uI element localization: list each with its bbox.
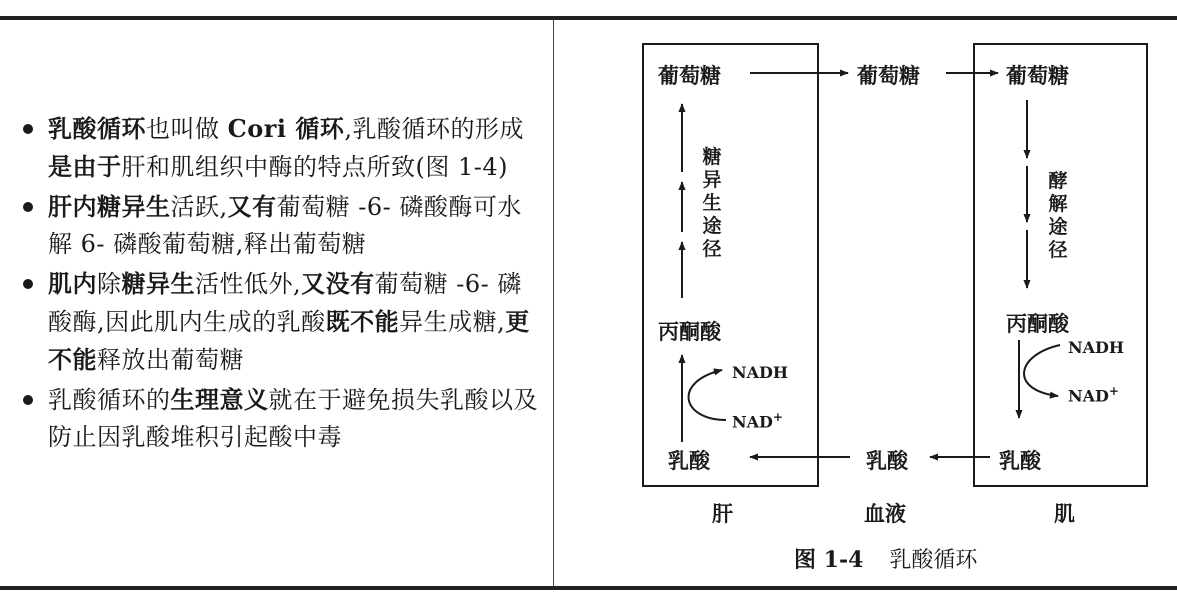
figure-number: 图 1-4 [794,547,864,573]
bullet-text-segment: 葡萄糖 -6- 磷酸酶可水解 6- 磷酸葡萄糖,释出葡萄糖 [48,193,522,258]
bullet-text-segment: 生理意义 [170,385,269,414]
bullet-item [18,265,538,379]
muscle-nad-text: NAD [1068,386,1109,406]
gluconeogenesis-label: 糖异生途径 [702,146,722,260]
bullet-text-segment: 就在于避免损失乳酸以及防止因乳酸堆积引起酸中毒 [48,386,538,451]
muscle-nadh-label: NADH [1068,338,1125,357]
blood-region-label: 血液 [864,502,906,526]
bullet-text-segment: 葡萄糖 -6- 磷酸酶,因此肌内生成的乳酸 [48,270,522,336]
bottom-rule [0,586,1177,590]
glycolysis-label: 酵解途径 [1048,170,1068,261]
bullet-text-segment: ,乳酸循环的形成 [344,115,525,143]
bullet-dot-icon [23,279,33,289]
muscle-glucose-label: 葡萄糖 [1006,64,1069,88]
bullet-text-segment: 是由于 [48,152,122,181]
bullet-text-segment: 糖异生 [121,269,195,298]
blood-glucose-label: 葡萄糖 [857,64,920,88]
liver-nad-text: NAD [732,412,773,432]
liver-pyruvate-label: 丙酮酸 [658,320,721,344]
figure-caption [794,543,977,574]
liver-nad-label [732,410,783,431]
bullet-dot-icon [23,395,33,405]
bullet-text-segment: 既不能 [325,307,400,336]
liver-region-label: 肝 [712,502,733,526]
muscle-box [974,44,1147,486]
bullet-text-segment: Cori 循环 [227,114,345,143]
bullet-text-segment: 活跃, [170,193,228,221]
bullet-dot-icon [23,124,33,134]
bullet-item [18,110,538,186]
liver-nad-superscript: + [772,410,783,424]
figure-title: 乳酸循环 [889,548,978,573]
liver-box [643,44,818,486]
liver-lactate-label: 乳酸 [668,449,710,473]
bullet-text-segment: 乳酸循环 [48,114,146,143]
liver-glucose-label: 葡萄糖 [658,64,721,88]
bullet-list [18,110,538,456]
bullet-item [18,381,538,456]
bullet-text-segment: 又没有 [301,269,375,298]
muscle-region-label: 肌 [1054,502,1075,526]
muscle-nad-curve [1024,345,1060,396]
bullet-text-segment: 又有 [227,192,277,221]
bullet-text-segment: 活性低外, [195,270,302,298]
bullet-item [18,188,538,263]
bullet-text-segment: 除 [97,270,122,298]
bullet-text-segment: 异生成糖, [399,308,506,336]
muscle-lactate-label: 乳酸 [999,449,1041,473]
bullet-text-segment: 更不能 [48,307,530,374]
bullet-text-segment: 乳酸循环的 [48,386,171,414]
blood-lactate-label: 乳酸 [866,449,908,473]
muscle-nad-superscript: + [1108,384,1119,398]
liver-nad-curve [689,370,726,420]
bullet-text-segment: 也叫做 [146,115,228,143]
muscle-nad-label [1068,384,1119,405]
bullet-text-segment: 肝内糖异生 [48,192,171,221]
bullet-text-segment: 肝和肌组织中酶的特点所致(图 1-4) [121,153,509,181]
muscle-pyruvate-label: 丙酮酸 [1006,312,1069,336]
bullet-text-segment: 肌内 [48,269,97,298]
bullet-panel [18,110,538,458]
bullet-text-segment: 释放出葡萄糖 [97,346,244,374]
liver-nadh-label: NADH [732,363,789,382]
bullet-dot-icon [23,202,33,212]
cori-cycle-diagram [554,20,1177,586]
